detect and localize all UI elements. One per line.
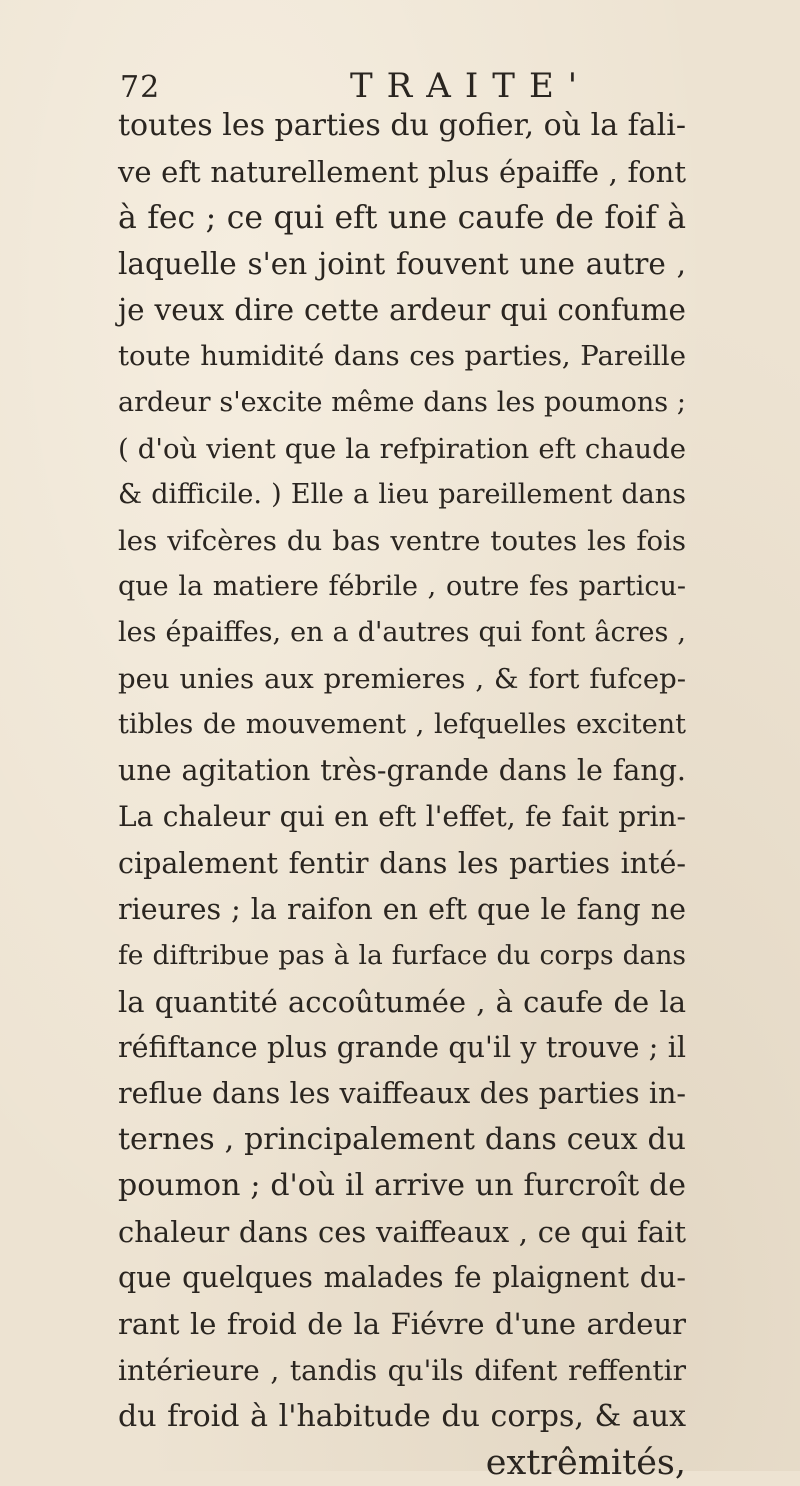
page-header [120, 66, 680, 106]
text-line: la quantité accoûtumée , à caufe de la [118, 984, 686, 1019]
text-line: La chaleur qui en eft l'effet, fe fait prin- [118, 800, 686, 834]
text-line: toute humidité dans ces parties, Pareille [118, 340, 686, 373]
text-line: réfiftance plus grande qu'il y trouve ; il [118, 1030, 686, 1064]
body-text [118, 103, 686, 1486]
text-line: rieures ; la raifon en eft que le fang ne [118, 892, 686, 926]
catchword-line: extrêmités, [485, 1442, 686, 1483]
text-line: chaleur dans ces vaiffeaux , ce qui fait [118, 1215, 686, 1250]
text-line: tibles de mouvement , lefquelles excitent [118, 709, 686, 741]
text-line: peu unies aux premieres , & fort fufcep- [118, 663, 686, 696]
text-line: les vifcères du bas ventre toutes les fois [118, 524, 686, 557]
text-line: intérieure , tandis qu'ils difent reffentir [118, 1353, 686, 1387]
text-line: à fec ; ce qui eft une caufe de foif à [118, 200, 686, 237]
text-line: ardeur s'excite même dans les poumons ; [118, 386, 686, 418]
text-line: les épaiffes, en a d'autres qui font âcres , [118, 617, 686, 649]
page-number: 72 [120, 70, 161, 105]
text-line: que quelques malades fe plaignent du- [118, 1261, 686, 1295]
text-line: une agitation très-grande dans le fang. [118, 754, 686, 788]
text-line: reflue dans les vaiffeaux des parties in- [118, 1076, 686, 1110]
text-line: ternes , principalement dans ceux du [118, 1122, 686, 1158]
text-line: poumon ; d'où il arrive un furcroît de [118, 1168, 686, 1204]
text-line: je veux dire cette ardeur qui confume [118, 293, 686, 328]
running-head: TRAITE' [350, 66, 592, 106]
text-line: cipalement fentir dans les parties inté- [118, 846, 686, 880]
text-line: laquelle s'en joint fouvent une autre , [118, 247, 686, 282]
text-line: rant le froid de la Fiévre d'une ardeur [118, 1307, 686, 1342]
text-line: que la matiere fébrile , outre fes particu- [118, 570, 686, 602]
text-line: ve eft naturellement plus épaiffe , font [118, 155, 686, 190]
text-line: du froid à l'habitude du corps, & aux [118, 1398, 686, 1434]
text-line: toutes les parties du gofier, où la fali- [118, 108, 686, 143]
text-line: fe diftribue pas à la furface du corps dans [118, 939, 686, 971]
text-line: ( d'où vient que la refpiration eft chaude [118, 432, 686, 465]
text-line: & difficile. ) Elle a lieu pareillement dans [118, 478, 686, 510]
